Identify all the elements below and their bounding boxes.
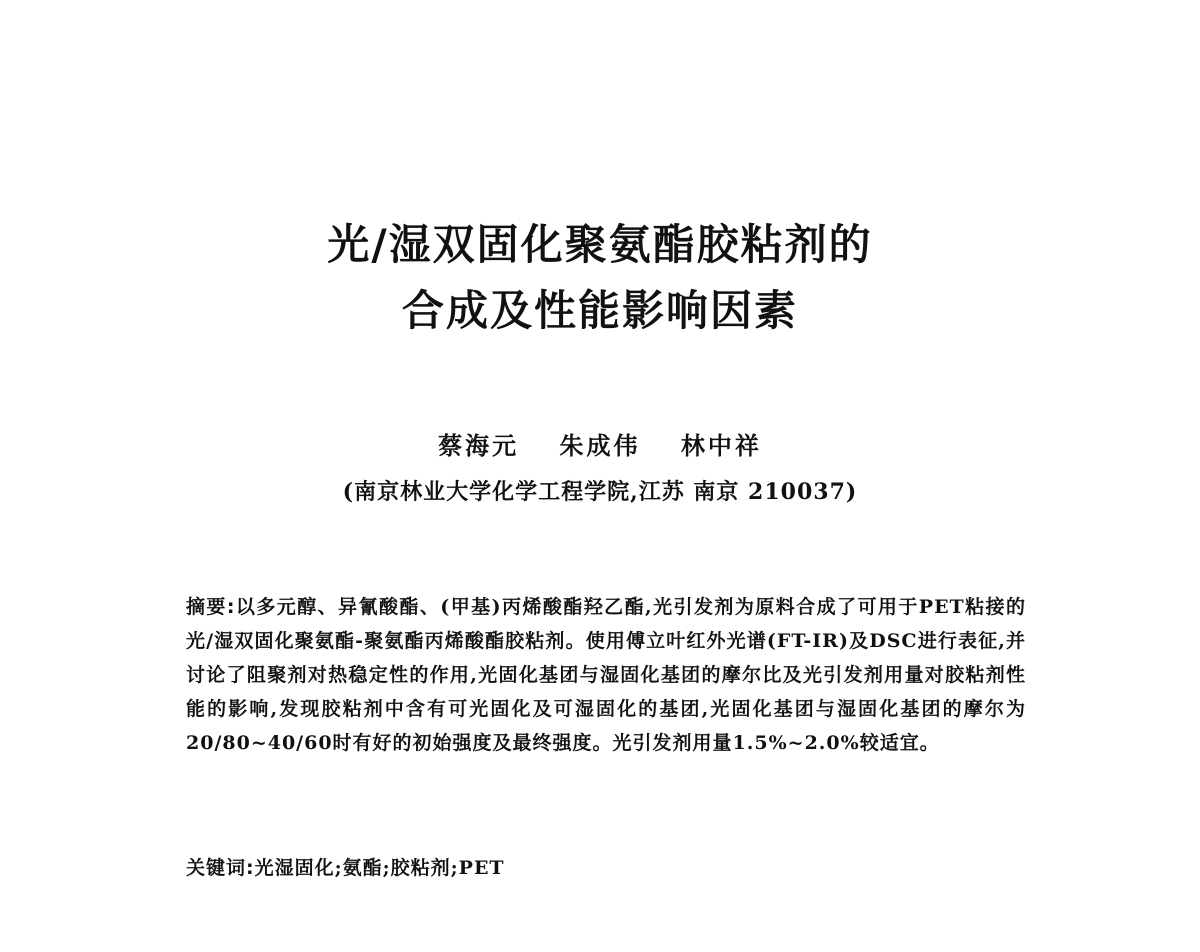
keywords	[186, 851, 1026, 885]
abstract-text: 以多元醇、异氰酸酯、(甲基)丙烯酸酯羟乙酯,光引发剂为原料合成了可用于PET粘接的光/湿双固化聚氨酯-聚氨酯丙烯酸酯胶粘剂。使用傅立叶红外光谱(FT-IR)及DSC进行表征,并讨论了阻聚剂对热稳定性的作用,光固化基团与湿固化基团的摩尔比及光引发剂用量对胶粘剂性能的影响,发现胶粘剂中含有可光固化及可湿固化的基团,光固化基团与湿固化基团的摩尔为20/80~40/60时有好的初始强度及最终强度。光引发剂用量1.5%~2.0%较适宜。	[186, 596, 1026, 754]
keywords-text: 光湿固化;氨酯;胶粘剂;PET	[254, 857, 505, 879]
abstract-label: 摘要:	[186, 596, 236, 618]
author-1: 蔡海元	[438, 431, 520, 460]
title-line-1: 光/湿双固化聚氨酯胶粘剂的	[327, 220, 873, 269]
author-3: 林中祥	[680, 431, 762, 460]
title-line-2: 合成及性能影响因素	[401, 286, 798, 335]
affiliation: (南京林业大学化学工程学院,江苏 南京 210037)	[342, 479, 858, 505]
author-2: 朱成伟	[559, 431, 641, 460]
paper-title	[0, 212, 1200, 344]
author-list	[0, 430, 1200, 462]
keywords-label: 关键词:	[186, 857, 255, 879]
abstract	[186, 590, 1026, 760]
